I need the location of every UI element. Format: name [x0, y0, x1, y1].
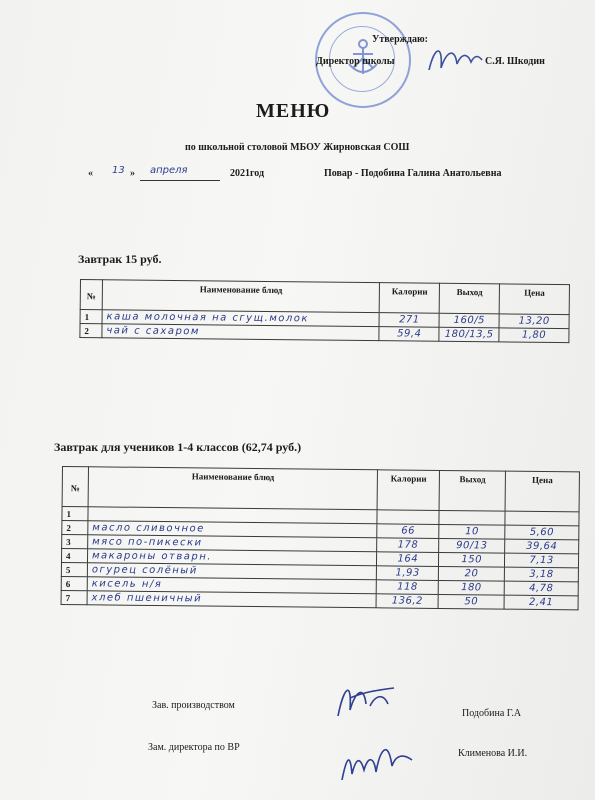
row-output: 160/5: [439, 313, 499, 328]
header-price: Цена: [499, 284, 569, 315]
row-num: 4: [61, 549, 87, 563]
row-output: 10: [439, 524, 505, 539]
breakfast-2-table: [61, 466, 580, 610]
row-dish: чай с сахаром: [102, 324, 380, 341]
page-subtitle: по школьной столовой МБОУ Жирновская СОШ: [185, 142, 410, 153]
row-num: 5: [61, 562, 87, 576]
row-price: 4,78: [504, 581, 578, 596]
row-output: 20: [439, 566, 505, 581]
header-name: Наименование блюд: [102, 280, 380, 313]
date-year: 2021год: [230, 168, 265, 179]
row-dish: мясо по-пикески: [88, 535, 377, 552]
breakfast-1-title: Завтрак 15 руб.: [78, 252, 162, 266]
date-month-underline: [140, 180, 220, 181]
row-output: 150: [439, 552, 505, 567]
row-calories: 178: [377, 538, 439, 553]
row-dish: хлеб пшеничный: [87, 591, 376, 608]
date-month: апреля: [150, 165, 188, 176]
row-num: 6: [61, 576, 87, 590]
row-price: 3,18: [504, 567, 578, 582]
row-output: 90/13: [439, 538, 505, 553]
row-calories: 1,93: [377, 566, 439, 581]
director-label: Директор школы: [316, 56, 395, 67]
date-day: 13: [112, 165, 125, 176]
row-output: 180/13,5: [439, 327, 499, 342]
date-open-quote: «: [88, 168, 93, 179]
row-calories: 118: [376, 580, 438, 595]
row-output: [439, 510, 505, 525]
row-calories: 271: [379, 313, 439, 328]
row-num: 2: [80, 324, 102, 338]
breakfast-1-table: [79, 279, 570, 343]
deputy-name: Клименова И.И.: [458, 748, 528, 759]
director-signature-icon: [425, 40, 485, 80]
row-price: 5,60: [505, 525, 579, 540]
row-dish: масло сливочное: [88, 521, 377, 538]
row-price: 39,64: [505, 539, 579, 554]
header-calories: Калории: [380, 283, 440, 314]
row-num: 7: [61, 590, 87, 604]
date-line: [88, 165, 568, 184]
page-title: МЕНЮ: [256, 100, 331, 122]
header-name: Наименование блюд: [88, 467, 378, 510]
row-price: 1,80: [499, 328, 569, 343]
director-name: С.Я. Шкодин: [485, 56, 545, 67]
row-price: [505, 511, 579, 526]
date-close-quote: »: [130, 168, 135, 179]
header-output: Выход: [439, 470, 505, 511]
header-num: №: [62, 467, 88, 507]
row-price: 13,20: [499, 314, 569, 329]
row-calories: 136,2: [376, 594, 438, 609]
row-output: 50: [438, 594, 504, 609]
breakfast-2-title: Завтрак для учеников 1-4 классов (62,74 руб.): [54, 440, 302, 454]
row-price: 7,13: [505, 553, 579, 568]
header-num: №: [80, 280, 102, 310]
production-name: Подобина Г.А: [462, 708, 522, 719]
deputy-signature-icon: [336, 730, 416, 786]
row-calories: 59,4: [379, 327, 439, 342]
row-num: 2: [62, 521, 88, 535]
table-header-row: [62, 467, 579, 512]
row-calories: [377, 510, 439, 525]
header-calories: Калории: [377, 470, 439, 511]
production-label: Зав. производством: [152, 700, 235, 711]
row-dish: огурец солёный: [87, 563, 376, 580]
deputy-label: Зам. директора по ВР: [148, 742, 240, 753]
row-price: 2,41: [504, 595, 578, 610]
row-dish: макароны отварн.: [87, 549, 376, 566]
header-price: Цена: [505, 471, 579, 512]
row-num: 1: [80, 310, 102, 324]
row-calories: 66: [377, 524, 439, 539]
row-dish: кисель н/я: [87, 577, 376, 594]
header-output: Выход: [439, 283, 499, 314]
row-dish: каша молочная на сгущ.молок: [102, 310, 380, 327]
production-signature-icon: [330, 676, 400, 724]
approval-label: Утверждаю:: [372, 34, 428, 45]
row-calories: 164: [377, 552, 439, 567]
row-output: 180: [438, 580, 504, 595]
row-num: 3: [62, 535, 88, 549]
row-num: 1: [62, 507, 88, 521]
cook-name: Повар - Подобина Галина Анатольевна: [324, 168, 502, 179]
